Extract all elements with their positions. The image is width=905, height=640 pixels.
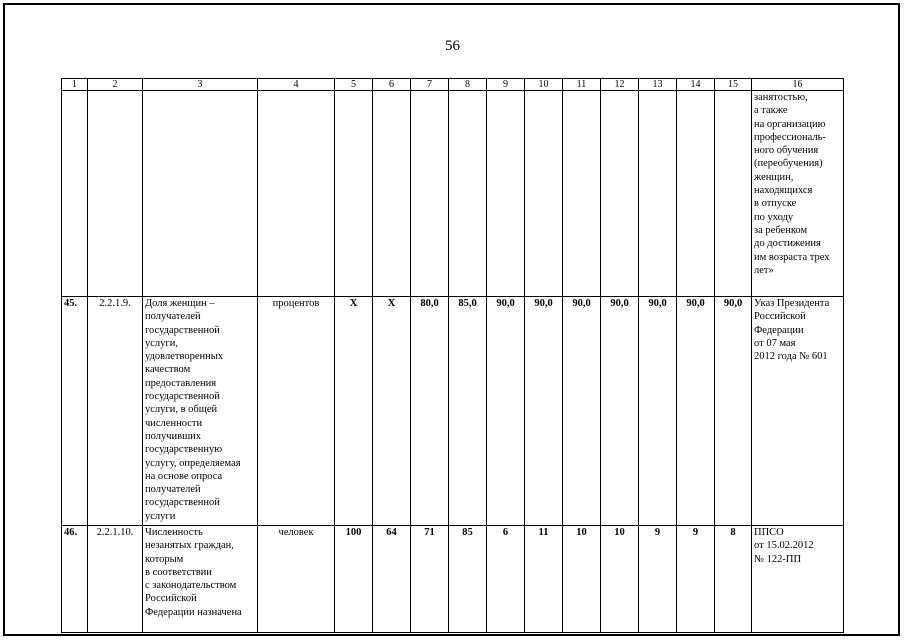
column-number: 11 [563, 79, 601, 91]
note-cell: занятостью, а также на организацию профессиональ- ного обучения (переобучения) женщин, находящихся в отпуске по уходу за ребенком до достижения им возраста трех лет» [752, 91, 844, 297]
column-number: 3 [143, 79, 258, 91]
column-number: 4 [258, 79, 335, 91]
indicator-name [143, 91, 258, 297]
row-code: 2.2.1.10. [88, 526, 143, 633]
value-cell: 71 [411, 526, 449, 633]
table-row [62, 526, 844, 633]
value-cell: 10 [563, 526, 601, 633]
indicators-table [61, 78, 844, 633]
row-number: 46. [62, 526, 88, 633]
value-cell: 80,0 [411, 297, 449, 526]
note-cell: ППСО от 15.02.2012 № 122-ПП [752, 526, 844, 633]
value-cell [639, 91, 677, 297]
column-number: 16 [752, 79, 844, 91]
column-number: 2 [88, 79, 143, 91]
indicator-name: Численность незанятых граждан, которым в соответствии с законодательством Российской Федерации назначена [143, 526, 258, 633]
value-cell: 64 [373, 526, 411, 633]
value-cell [449, 91, 487, 297]
column-number: 15 [715, 79, 752, 91]
value-cell: 11 [525, 526, 563, 633]
unit: процентов [258, 297, 335, 526]
value-cell [715, 91, 752, 297]
value-cell: 90,0 [677, 297, 715, 526]
value-cell: 90,0 [715, 297, 752, 526]
value-cell: 90,0 [487, 297, 525, 526]
value-cell: Х [373, 297, 411, 526]
column-number: 6 [373, 79, 411, 91]
column-number: 5 [335, 79, 373, 91]
row-code [88, 91, 143, 297]
value-cell [601, 91, 639, 297]
table-row [62, 91, 844, 297]
value-cell [677, 91, 715, 297]
value-cell: 90,0 [639, 297, 677, 526]
column-number: 1 [62, 79, 88, 91]
value-cell [525, 91, 563, 297]
value-cell: 9 [677, 526, 715, 633]
value-cell: 100 [335, 526, 373, 633]
row-number [62, 91, 88, 297]
column-number: 14 [677, 79, 715, 91]
column-number: 13 [639, 79, 677, 91]
row-code: 2.2.1.9. [88, 297, 143, 526]
value-cell: 8 [715, 526, 752, 633]
value-cell [411, 91, 449, 297]
value-cell: 90,0 [525, 297, 563, 526]
value-cell: 85,0 [449, 297, 487, 526]
column-number: 8 [449, 79, 487, 91]
value-cell: 85 [449, 526, 487, 633]
note-cell: Указ Президента Российской Федерации от 07 мая 2012 года № 601 [752, 297, 844, 526]
value-cell: 9 [639, 526, 677, 633]
value-cell: 90,0 [601, 297, 639, 526]
value-cell: Х [335, 297, 373, 526]
column-number: 7 [411, 79, 449, 91]
column-number: 10 [525, 79, 563, 91]
column-number: 12 [601, 79, 639, 91]
value-cell: 10 [601, 526, 639, 633]
unit: человек [258, 526, 335, 633]
column-number: 9 [487, 79, 525, 91]
value-cell [563, 91, 601, 297]
page-number: 56 [445, 38, 460, 54]
value-cell: 6 [487, 526, 525, 633]
unit [258, 91, 335, 297]
indicator-name: Доля женщин – получателей государственной услуги, удовлетворенных качеством предоставления государственной услуги, в общей численности получивших государственную услугу, определяемая на основе опроса получателей государственной услуги [143, 297, 258, 526]
column-number-row [62, 79, 844, 91]
value-cell [335, 91, 373, 297]
row-number: 45. [62, 297, 88, 526]
value-cell [373, 91, 411, 297]
table-row [62, 297, 844, 526]
value-cell [487, 91, 525, 297]
value-cell: 90,0 [563, 297, 601, 526]
